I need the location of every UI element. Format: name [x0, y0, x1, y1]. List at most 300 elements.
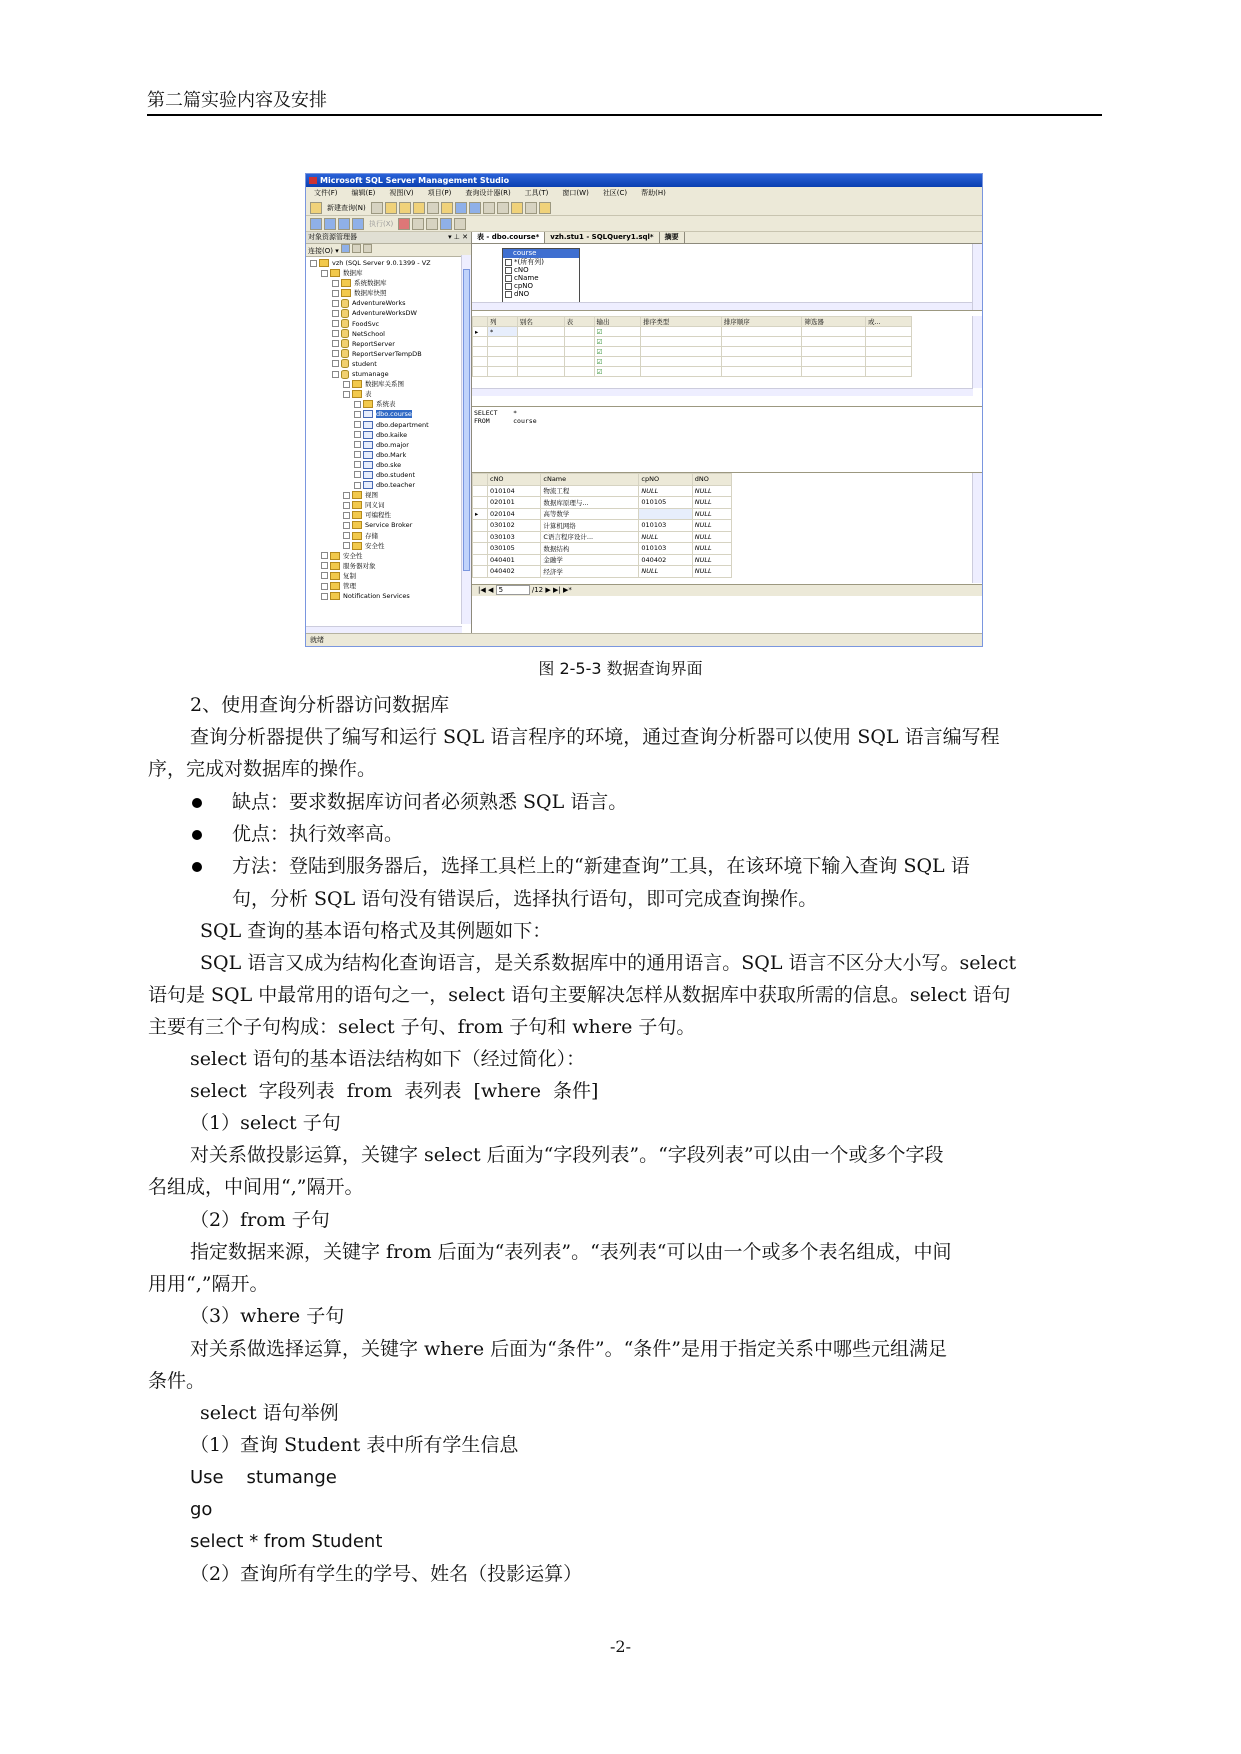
- results-cell[interactable]: 040402: [639, 554, 692, 566]
- results-cell[interactable]: 经济学: [541, 566, 639, 578]
- results-cell[interactable]: NULL: [692, 508, 731, 520]
- toolbar-1: [306, 200, 982, 216]
- expand-icon[interactable]: [321, 562, 328, 569]
- field-checkbox[interactable]: [505, 283, 512, 290]
- tree-node-label: dbo.course: [376, 410, 412, 419]
- expand-icon[interactable]: [332, 340, 339, 347]
- expand-icon[interactable]: [354, 451, 361, 458]
- new-query-button[interactable]: 新建查询(N): [327, 203, 366, 212]
- document-tab[interactable]: 摘要: [660, 232, 685, 243]
- results-cell[interactable]: NULL: [692, 485, 731, 497]
- database-icon: [341, 359, 349, 368]
- diagram-hscrollbar[interactable]: [472, 302, 973, 310]
- results-cell[interactable]: NULL: [692, 497, 731, 509]
- expand-icon[interactable]: [354, 441, 361, 448]
- subheading: （3）where 子句: [190, 1305, 345, 1327]
- results-cell[interactable]: 数据结构: [541, 543, 639, 555]
- toolbar-icon[interactable]: [371, 202, 383, 214]
- subheading: select 语句举例: [200, 1402, 339, 1424]
- tree-node-label: dbo.Mark: [376, 450, 407, 459]
- criteria-cell[interactable]: [641, 327, 722, 337]
- results-pane: [472, 472, 982, 583]
- page-number: -2-: [610, 1637, 631, 1656]
- toolbar-icon[interactable]: [497, 202, 509, 214]
- code-line: Use stumange: [190, 1467, 337, 1488]
- results-cell[interactable]: 010104: [488, 485, 541, 497]
- tree-node[interactable]: [306, 581, 471, 591]
- tree-node-label: 服务器对象: [343, 561, 376, 570]
- tree-node-label: dbo.ske: [376, 460, 402, 469]
- criteria-column-header[interactable]: 排序顺序: [721, 317, 802, 327]
- criteria-column-header[interactable]: 或...: [865, 317, 911, 327]
- tree-scroll-thumb[interactable]: [463, 269, 470, 571]
- tree-node-label: 数据库关系图: [365, 380, 404, 389]
- toolbar-icon[interactable]: [413, 202, 425, 214]
- menu-bar: [306, 187, 982, 200]
- disconnect-icon[interactable]: [352, 244, 361, 253]
- table-row[interactable]: [473, 543, 732, 555]
- criteria-row[interactable]: [473, 337, 912, 347]
- example-title: （1）查询 Student 表中所有学生信息: [190, 1434, 519, 1456]
- tree-node[interactable]: [306, 258, 471, 268]
- toolbar-icon[interactable]: [469, 202, 481, 214]
- tree-node[interactable]: [306, 510, 471, 520]
- results-cell[interactable]: 金融学: [541, 554, 639, 566]
- tree-node-label: 可编程性: [365, 511, 391, 520]
- execute-button[interactable]: 执行(X): [369, 219, 394, 228]
- table-field[interactable]: [503, 290, 579, 298]
- corner-cell: [473, 317, 488, 327]
- field-checkbox[interactable]: [505, 291, 512, 298]
- criteria-row[interactable]: [473, 327, 912, 337]
- expand-icon[interactable]: [332, 300, 339, 307]
- tree-node-label: 存储: [365, 531, 378, 540]
- tree-node[interactable]: [306, 369, 471, 379]
- toolbar-icon[interactable]: [310, 218, 322, 230]
- tree-node-label: dbo.department: [376, 420, 429, 429]
- expand-icon[interactable]: [321, 270, 328, 277]
- criteria-column-header[interactable]: 列: [488, 317, 518, 327]
- paragraph-line: 用用“,”隔开。: [148, 1273, 269, 1295]
- criteria-column-header[interactable]: 排序类型: [641, 317, 722, 327]
- menu-item[interactable]: 工具(T): [524, 189, 549, 197]
- results-cell[interactable]: NULL: [692, 520, 731, 532]
- tree-node[interactable]: [306, 278, 471, 288]
- field-checkbox[interactable]: [505, 259, 512, 266]
- paragraph-line: 序，完成对数据库的操作。: [148, 758, 377, 780]
- paragraph-line: 对关系做选择运算，关键字 where 后面为“条件”。“条件”是用于指定关系中哪些元组满足: [190, 1338, 948, 1360]
- expand-icon[interactable]: [354, 461, 361, 468]
- results-cell[interactable]: 040402: [488, 566, 541, 578]
- tree-node[interactable]: [306, 268, 471, 278]
- paragraph-line: SQL 查询的基本语句格式及其例题如下：: [200, 920, 552, 942]
- results-cell[interactable]: NULL: [692, 566, 731, 578]
- tree-node-label: 系统数据库: [354, 279, 387, 288]
- table-row[interactable]: [473, 531, 732, 543]
- tree-node-label: AdventureWorks: [352, 299, 406, 308]
- menu-item[interactable]: 查询设计器(R): [465, 189, 511, 197]
- results-cell[interactable]: 020101: [488, 497, 541, 509]
- results-cell[interactable]: 数据库原理与...: [541, 497, 639, 509]
- criteria-grid: [472, 316, 912, 377]
- results-cell[interactable]: 030103: [488, 531, 541, 543]
- tree-node[interactable]: [306, 561, 471, 571]
- filter-icon[interactable]: [363, 244, 372, 253]
- results-cell[interactable]: NULL: [639, 531, 692, 543]
- field-name: *(所有列): [514, 258, 544, 266]
- tree-node[interactable]: [306, 319, 471, 329]
- document-tabs: [472, 232, 982, 244]
- results-cell[interactable]: NULL: [692, 531, 731, 543]
- menu-item[interactable]: 窗口(W): [562, 189, 589, 197]
- expand-icon[interactable]: [321, 552, 328, 559]
- tree-node-label: ReportServer: [352, 339, 395, 348]
- menu-item[interactable]: 编辑(E): [351, 189, 376, 197]
- tree-node-label: AdventureWorksDW: [352, 309, 417, 318]
- expand-icon[interactable]: [343, 532, 350, 539]
- diagram-pane: [472, 244, 982, 311]
- criteria-cell[interactable]: [564, 327, 594, 337]
- expand-icon[interactable]: [332, 330, 339, 337]
- tree-node-label: dbo.kaike: [376, 430, 408, 439]
- results-cell[interactable]: NULL: [692, 543, 731, 555]
- diagram-vscrollbar[interactable]: [972, 244, 982, 310]
- tree-node[interactable]: [306, 551, 471, 561]
- tree-node[interactable]: [306, 460, 471, 470]
- toolbar-2: [306, 216, 982, 232]
- tree-node[interactable]: [306, 359, 471, 369]
- tree-node[interactable]: [306, 329, 471, 339]
- criteria-cell[interactable]: [517, 327, 564, 337]
- last-record-icon[interactable]: ▶|: [552, 586, 561, 594]
- bullet-text: 缺点：要求数据库访问者必须熟悉 SQL 语言。: [232, 791, 628, 813]
- toolbar-icon[interactable]: [338, 218, 350, 230]
- tree-node[interactable]: [306, 541, 471, 551]
- paragraph-line: SQL 语言又成为结构化查询语言，是关系数据库中的通用语言。SQL 语言不区分大小写。select: [200, 952, 1017, 974]
- database-icon: [341, 339, 349, 348]
- expand-icon[interactable]: [343, 512, 350, 519]
- folder-icon: [352, 491, 362, 499]
- folder-icon: [330, 582, 340, 590]
- toolbar-icon[interactable]: [525, 202, 537, 214]
- document-tab[interactable]: 表 - dbo.course*: [472, 232, 545, 243]
- menu-item[interactable]: 帮助(H): [641, 189, 666, 197]
- criteria-hscrollbar[interactable]: [472, 388, 973, 396]
- tree-node[interactable]: [306, 339, 471, 349]
- tree-node[interactable]: [306, 308, 471, 318]
- table-row[interactable]: [473, 554, 732, 566]
- header-rule: [147, 114, 1102, 116]
- bullet-text: 方法：登陆到服务器后，选择工具栏上的“新建查询”工具，在该环境下输入查询 SQL 语: [232, 855, 970, 877]
- table-row[interactable]: [473, 566, 732, 578]
- folder-icon: [352, 501, 362, 509]
- object-explorer-toolbar: [306, 244, 471, 257]
- bullet-dot: [192, 862, 202, 872]
- expand-icon[interactable]: [332, 310, 339, 317]
- current-record[interactable]: 5: [496, 585, 530, 595]
- folder-icon: [319, 259, 329, 267]
- toolbar-icon[interactable]: [426, 218, 438, 230]
- expand-icon[interactable]: [343, 391, 350, 398]
- expand-icon[interactable]: [332, 320, 339, 327]
- tree-node-label: student: [352, 359, 377, 368]
- running-header: 第二篇实验内容及安排: [147, 90, 327, 111]
- tree-node-label: Service Broker: [365, 521, 413, 530]
- expand-icon[interactable]: [354, 421, 361, 428]
- tree-node-label: dbo.student: [376, 470, 416, 479]
- tree-node[interactable]: [306, 470, 471, 480]
- query-designer: [472, 232, 982, 634]
- tree-node[interactable]: [306, 409, 471, 419]
- toolbar-icon[interactable]: [399, 202, 411, 214]
- toolbar-icon[interactable]: [412, 218, 424, 230]
- expand-icon[interactable]: [343, 492, 350, 499]
- pin-close-icons[interactable]: ▾ ⊥ ✕: [448, 233, 468, 241]
- results-cell[interactable]: 010103: [639, 520, 692, 532]
- expand-icon[interactable]: [332, 371, 339, 378]
- example-title: （2）查询所有学生的学号、姓名（投影运算）: [190, 1563, 583, 1585]
- table-field[interactable]: [503, 258, 579, 266]
- menu-item[interactable]: 文件(F): [314, 189, 338, 197]
- next-record-icon[interactable]: ▶: [545, 586, 551, 594]
- expand-icon[interactable]: [343, 542, 350, 549]
- row-marker: [473, 531, 488, 543]
- syntax-line: select 字段列表 from 表列表 [where 条件]: [190, 1080, 599, 1102]
- table-field[interactable]: [503, 266, 579, 274]
- folder-icon: [352, 511, 362, 519]
- tree-node[interactable]: [306, 490, 471, 500]
- connect-button[interactable]: 连接(O) ▾: [308, 247, 339, 255]
- results-cell[interactable]: 010105: [639, 497, 692, 509]
- results-cell[interactable]: NULL: [692, 554, 731, 566]
- prev-record-icon[interactable]: ◀: [487, 586, 494, 594]
- results-cell[interactable]: 020104: [488, 508, 541, 520]
- criteria-header-row: [473, 317, 912, 327]
- expand-icon[interactable]: [354, 431, 361, 438]
- document-tab[interactable]: vzh.stu1 - SQLQuery1.sql*: [545, 232, 659, 243]
- database-icon: [341, 299, 349, 308]
- table-row[interactable]: [473, 497, 732, 509]
- toolbar-icon[interactable]: [483, 202, 495, 214]
- new-record-icon[interactable]: ▶*: [562, 586, 572, 594]
- folder-icon: [330, 269, 340, 277]
- toolbar-icon[interactable]: [441, 202, 453, 214]
- expand-icon[interactable]: [332, 360, 339, 367]
- table-icon: [363, 481, 373, 489]
- tree-node[interactable]: [306, 480, 471, 490]
- results-vscrollbar[interactable]: [972, 473, 982, 583]
- criteria-cell[interactable]: [865, 327, 911, 337]
- window-title-bar: [306, 174, 982, 187]
- code-line: go: [190, 1499, 213, 1520]
- tree-scrollbar[interactable]: [461, 255, 471, 624]
- expand-icon[interactable]: [354, 401, 361, 408]
- field-name: cpNO: [514, 282, 534, 290]
- expand-icon[interactable]: [321, 583, 328, 590]
- toolbar-icon[interactable]: [385, 202, 397, 214]
- output-checkbox[interactable]: ☑: [594, 357, 641, 367]
- tree-node[interactable]: [306, 349, 471, 359]
- table-icon: [363, 421, 373, 429]
- tree-node[interactable]: [306, 399, 471, 409]
- execute-icon[interactable]: [398, 218, 410, 230]
- criteria-cell[interactable]: *: [488, 327, 518, 337]
- paragraph-line: 条件。: [148, 1370, 206, 1392]
- results-cell[interactable]: 010103: [639, 543, 692, 555]
- field-checkbox[interactable]: [505, 267, 512, 274]
- results-cell[interactable]: 030105: [488, 543, 541, 555]
- criteria-column-header[interactable]: 别名: [517, 317, 564, 327]
- row-marker: [473, 485, 488, 497]
- table-icon: [363, 451, 373, 459]
- tree-node[interactable]: [306, 379, 471, 389]
- expand-icon[interactable]: [354, 482, 361, 489]
- results-cell[interactable]: NULL: [639, 566, 692, 578]
- sql-from-line: FROM course: [474, 417, 537, 425]
- paragraph-line: 名组成，中间用“,”隔开。: [148, 1176, 364, 1198]
- tree-node-label: FoodSvc: [352, 319, 380, 328]
- tree-node-label: 安全性: [365, 541, 385, 550]
- expand-icon[interactable]: [354, 471, 361, 478]
- table-field[interactable]: [503, 274, 579, 282]
- expand-icon[interactable]: [321, 572, 328, 579]
- tree-node-label: 同义词: [365, 501, 385, 510]
- tree-node-label: 复制: [343, 571, 356, 580]
- output-checkbox[interactable]: ☑: [594, 337, 641, 347]
- tree-node[interactable]: [306, 288, 471, 298]
- object-explorer: [306, 232, 472, 634]
- criteria-column-header[interactable]: 输出: [594, 317, 641, 327]
- criteria-row[interactable]: [473, 367, 912, 377]
- results-cell[interactable]: 高等数学: [541, 508, 639, 520]
- tree-node[interactable]: [306, 520, 471, 530]
- course-table-box[interactable]: [502, 248, 580, 310]
- row-marker: ▸: [473, 327, 488, 337]
- tree-node[interactable]: [306, 450, 471, 460]
- expand-icon[interactable]: [343, 502, 350, 509]
- paragraph-line: 语句是 SQL 中最常用的语句之一，select 语句主要解决怎样从数据库中获取所需的信息。select 语句: [148, 984, 1011, 1006]
- folder-icon: [352, 532, 362, 540]
- results-cell[interactable]: 030102: [488, 520, 541, 532]
- database-icon: [341, 319, 349, 328]
- bullet-dot: [192, 798, 202, 808]
- results-cell[interactable]: 计算机网络: [541, 520, 639, 532]
- bullet-dot: [192, 830, 202, 840]
- tree-node-label: vzh (SQL Server 9.0.1399 - VZ: [332, 259, 431, 267]
- tree-node-label: dbo.major: [376, 440, 409, 449]
- criteria-column-header[interactable]: 筛选器: [802, 317, 866, 327]
- tree-node-label: 数据库快照: [354, 289, 387, 298]
- tree-node[interactable]: [306, 440, 471, 450]
- criteria-row[interactable]: [473, 347, 912, 357]
- expand-icon[interactable]: [310, 260, 317, 267]
- tree-node[interactable]: [306, 531, 471, 541]
- bullet-text: 句，分析 SQL 语句没有错误后，选择执行语句，即可完成查询操作。: [232, 888, 818, 910]
- menu-item[interactable]: 项目(P): [427, 189, 452, 197]
- results-column-header[interactable]: cName: [541, 474, 639, 486]
- results-cell[interactable]: 040401: [488, 554, 541, 566]
- output-checkbox[interactable]: ☑: [594, 347, 641, 357]
- criteria-vscrollbar[interactable]: [972, 316, 982, 388]
- expand-icon[interactable]: [332, 290, 339, 297]
- criteria-cell[interactable]: [802, 327, 866, 337]
- field-checkbox[interactable]: [505, 275, 512, 282]
- toolbar-icon[interactable]: [427, 202, 439, 214]
- toolbar-icon[interactable]: [539, 202, 551, 214]
- toolbar-icon[interactable]: [440, 218, 452, 230]
- tree-node[interactable]: [306, 420, 471, 430]
- tree-node[interactable]: [306, 571, 471, 581]
- results-column-header[interactable]: dNO: [692, 474, 731, 486]
- row-marker: [473, 520, 488, 532]
- connect-icon[interactable]: [341, 244, 350, 253]
- results-cell[interactable]: 物流工程: [541, 485, 639, 497]
- table-row[interactable]: [473, 520, 732, 532]
- record-total: /12: [531, 586, 544, 594]
- menu-item[interactable]: 社区(C): [602, 189, 628, 197]
- expand-icon[interactable]: [332, 280, 339, 287]
- results-cell[interactable]: C语言程序设计...: [541, 531, 639, 543]
- row-marker: [473, 497, 488, 509]
- tree-node[interactable]: [306, 591, 471, 601]
- output-checkbox[interactable]: ☑: [594, 367, 641, 377]
- field-name: cNO: [514, 266, 529, 274]
- database-icon: [341, 309, 349, 318]
- results-cell[interactable]: [639, 508, 692, 520]
- toolbar-icon[interactable]: [454, 218, 466, 230]
- tree-node[interactable]: [306, 430, 471, 440]
- folder-icon: [352, 521, 362, 529]
- row-marker: [473, 554, 488, 566]
- field-name: cName: [514, 274, 539, 282]
- toolbar-icon[interactable]: [352, 218, 364, 230]
- first-record-icon[interactable]: |◀: [478, 586, 486, 594]
- database-icon: [341, 329, 349, 338]
- tree-node[interactable]: [306, 298, 471, 308]
- folder-icon: [330, 572, 340, 580]
- table-row[interactable]: [473, 508, 732, 520]
- table-icon: [363, 431, 373, 439]
- expand-icon[interactable]: [332, 350, 339, 357]
- criteria-column-header[interactable]: 表: [564, 317, 594, 327]
- row-marker: [473, 566, 488, 578]
- output-checkbox[interactable]: ☑: [594, 327, 641, 337]
- table-field[interactable]: [503, 282, 579, 290]
- menu-item[interactable]: 视图(V): [389, 189, 414, 197]
- tree-node[interactable]: [306, 389, 471, 399]
- results-column-header[interactable]: cNO: [488, 474, 541, 486]
- tree-node[interactable]: [306, 500, 471, 510]
- tree-node-label: 视图: [365, 491, 378, 500]
- expand-icon[interactable]: [354, 411, 361, 418]
- results-column-header[interactable]: cpNO: [639, 474, 692, 486]
- save-icon[interactable]: [455, 202, 467, 214]
- expand-icon[interactable]: [321, 593, 328, 600]
- criteria-cell[interactable]: [721, 327, 802, 337]
- folder-icon: [341, 279, 351, 287]
- paragraph-line: 主要有三个子句构成：select 子句、from 子句和 where 子句。: [148, 1016, 696, 1038]
- table-row[interactable]: [473, 485, 732, 497]
- expand-icon[interactable]: [343, 381, 350, 388]
- new-query-icon[interactable]: [310, 202, 322, 214]
- sql-pane[interactable]: [472, 406, 982, 471]
- toolbar-icon[interactable]: [324, 218, 336, 230]
- criteria-row[interactable]: [473, 357, 912, 367]
- results-cell[interactable]: NULL: [639, 485, 692, 497]
- toolbar-icon[interactable]: [511, 202, 523, 214]
- expand-icon[interactable]: [343, 522, 350, 529]
- tree-node-label: 系统表: [376, 400, 396, 409]
